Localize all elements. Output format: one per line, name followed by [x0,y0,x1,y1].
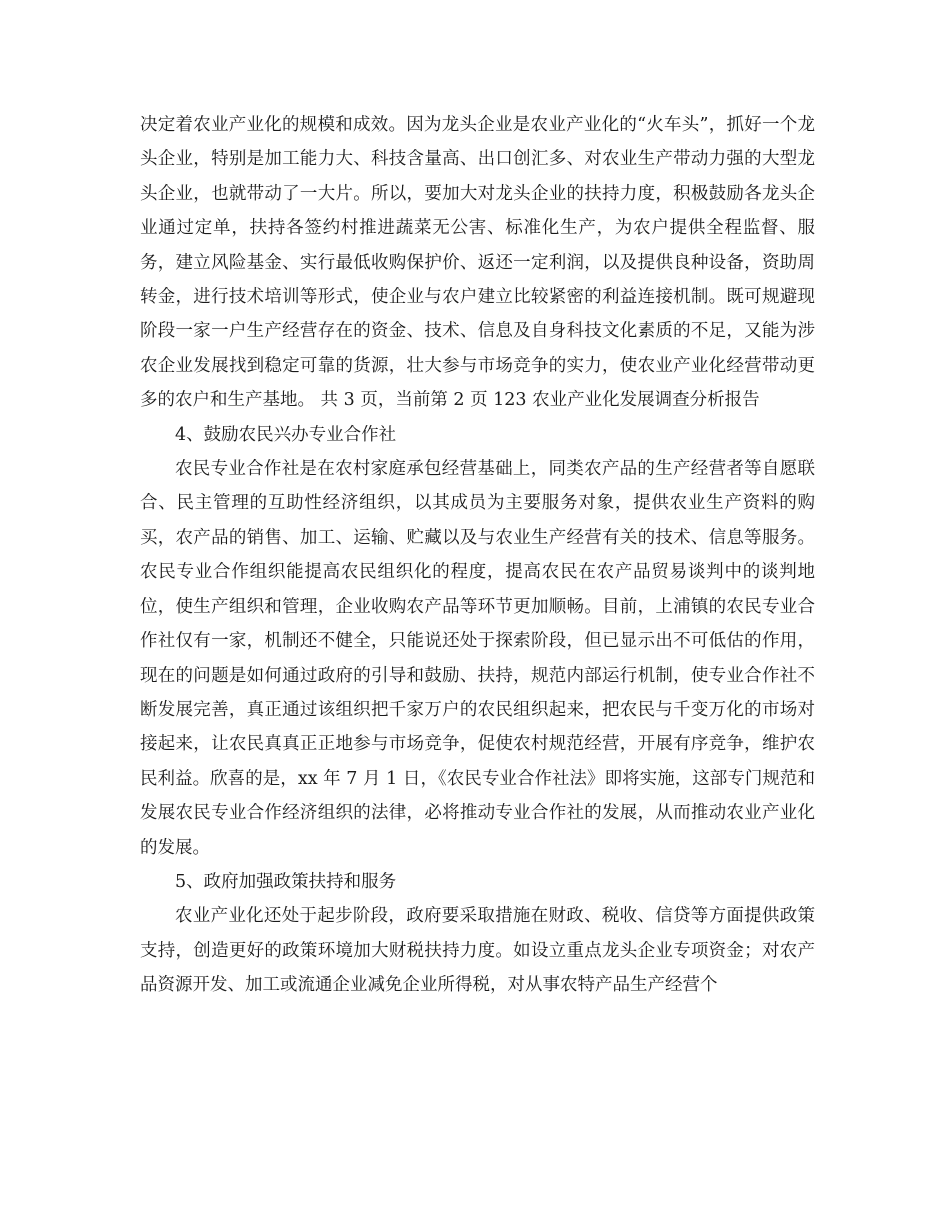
heading-cooperatives: 4、鼓励农民兴办专业合作社 [175,424,397,445]
paragraph-government-support: 农业产业化还处于起步阶段，政府要采取措施在财政、税收、信贷等方面提供政策支持，创造更好的政策环境加大财税扶持力度。如设立重点龙头企业专项资金；对农产品资源开发、加工或流通企业减免企业所得税，对从事农特产品生产经营个 [140,906,815,996]
heading-government-support: 5、政府加强政策扶持和服务 [175,871,397,892]
paragraph-cooperatives: 农民专业合作社是在农村家庭承包经营基础上，同类农产品的生产经营者等自愿联合、民主管理的互助性经济组织，以其成员为主要服务对象，提供农业生产资料的购买，农产品的销售、加工、运输、贮藏以及与农业生产经营有关的技术、信息等服务。农民专业合作组织能提高农民组织化的程度，提高农民在农产品贸易谈判中的谈判地位，使生产组织和管理，企业收购农产品等环节更加顺畅。目前，上浦镇的农民专业合作社仅有一家，机制还不健全，只能说还处于探索阶段，但已显示出不可低估的作用，现在的问题是如何通过政府的引导和鼓励、扶持，规范内部运行机制，使专业合作社不断发展完善，真正通过该组织把千家万户的农民组织起来，把农民与千变万化的市场对接起来，让农民真真正正地参与市场竞争，促使农村规范经营，开展有序竞争，维护农民利益。欣喜的是，xx 年 7 月 1 日，《农民专业合作社法》即将实施，这部专门规范和发展农民专业合作经济组织的法律，必将推动专业合作社的发展，从而推动农业产业化的发展。 [140,459,815,858]
document-page [140,108,815,1003]
paragraph-dragon-head-enterprises: 决定着农业产业化的规模和成效。因为龙头企业是农业产业化的“火车头”，抓好一个龙头企业，特别是加工能力大、科技含量高、出口创汇多、对农业生产带动力强的大型龙头企业，也就带动了一大片。所以，要加大对龙头企业的扶持力度，积极鼓励各龙头企业通过定单，扶持各签约村推进蔬菜无公害、标准化生产，为农户提供全程监督、服务，建立风险基金、实行最低收购保护价、返还一定利润，以及提供良种设备，资助周转金，进行技术培训等形式，使企业与农户建立比较紧密的利益连接机制。既可规避现阶段一家一户生产经营存在的资金、技术、信息及自身科技文化素质的不足，又能为涉农企业发展找到稳定可靠的货源，壮大参与市场竞争的实力，使农业产业化经营带动更多的农户和生产基地。 共 3 页，当前第 2 页 123 农业产业化发展调查分析报告 [140,115,815,411]
